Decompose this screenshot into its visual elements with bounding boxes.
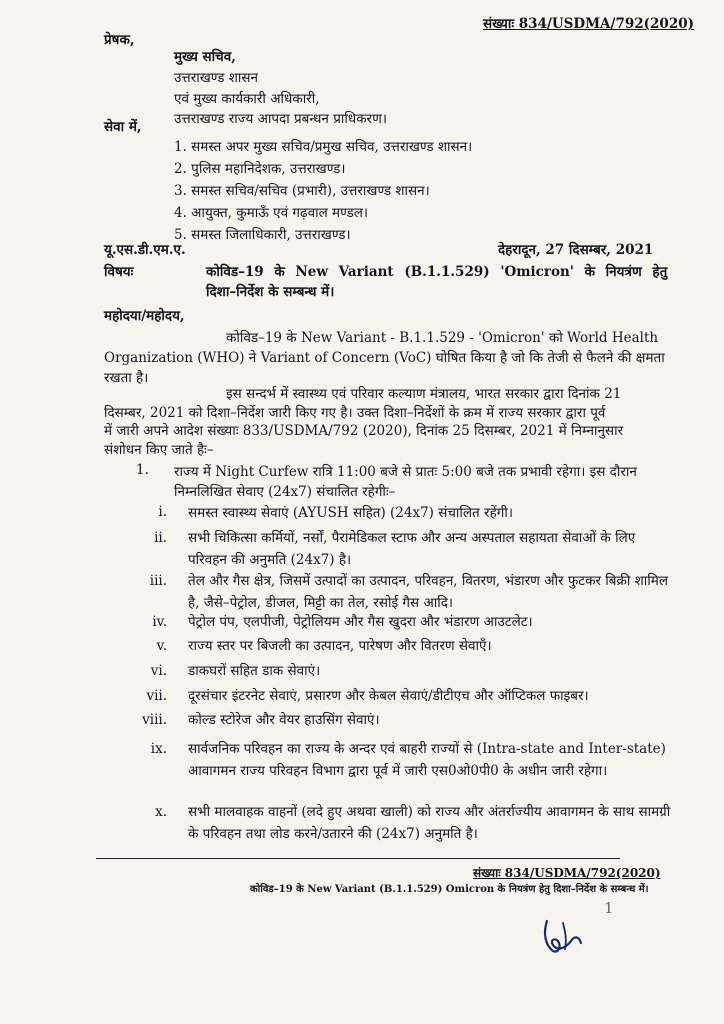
salutation: महोदया/महोदय, [104, 308, 185, 324]
para1-line1: कोविड–19 के New Variant - B.1.1.529 - 'Omicron' को World Health [226, 330, 659, 346]
item-text-i: समस्त स्वास्थ्य सेवाएं (AYUSH सहित) (24x7) संचालित रहेंगी। [188, 505, 513, 521]
sender-line-1: मुख्य सचिव, [174, 49, 236, 65]
subject-label: विषयः [104, 264, 134, 280]
item-text-iii: तेल और गैस क्षेत्र, जिसमें उत्पादों का उत्पादन, परिवहन, वितरण, भंडारण और फुटकर बिक्री शामिल है, जैसे–पेट्रोल, डीजल, मिट्टी का तेल, रसोई गैस आदि। [188, 573, 669, 611]
item-text-vi: डाकघरों सहित डाक सेवाएं। [188, 663, 321, 679]
item-num-ii: ii. [154, 530, 167, 546]
item-num-iii: iii. [149, 573, 167, 589]
item-num-ix: ix. [150, 741, 167, 757]
item-text-viii: कोल्ड स्टोरेज और वेयर हाउसिंग सेवाएं। [188, 712, 380, 728]
para2-line3: में जारी अपने आदेश संख्याः 833/USDMA/792 (2020), दिनांक 25 दिसम्बर, 2021 में निम्नानुसार [104, 423, 624, 439]
para1-line3: रखता है। [104, 370, 149, 386]
item-num-viii: viii. [142, 712, 167, 728]
item-text-vii: दूरसंचार इंटरनेट सेवाएं, प्रसारण और केबल सेवाएं/डीटीएच और ऑप्टिकल फाइबर। [188, 688, 589, 704]
item-text-ix: सार्वजनिक परिवहन का राज्य के अन्दर एवं बाहरी राज्यों से (Intra-state and Inter-state) आवागमन राज्य परिवहन विभाग द्वारा पूर्व में जारी एस0ओ0पी0 के अधीन जारी रहेगा। [188, 741, 666, 779]
item-num-iv: iv. [152, 614, 167, 630]
sender-line-4: उत्तराखण्ड राज्य आपदा प्रबन्धन प्राधिकरण। [174, 111, 387, 127]
item-text-x: सभी मालवाहक वाहनों (लदे हुए अथवा खाली) को राज्य और अंतर्राज्यीय आवागमन के साथ सामग्री के परिवहन तथा लोड करने/उतारने की (24x7) अनुमति है। [188, 804, 671, 842]
sender-line-2: उत्तराखण्ड शासन [174, 70, 259, 86]
recipient-4: 4. आयुक्त, कुमाऊँ एवं गढ़वाल मण्डल। [174, 205, 369, 221]
para2-line2: दिसम्बर, 2021 को दिशा–निर्देश जारी किए गए है। उक्त दिशा–निर्देशों के क्रम में राज्य सरकार द्वारा पूर्व [104, 405, 606, 421]
para1-line2: Organization (WHO) ने Variant of Concern (VoC) घोषित किया है जो कि तेजी से फैलने की क्षमता [104, 350, 665, 366]
item-text-ii: सभी चिकित्सा कर्मियों, नर्सों, पैरामेडिकल स्टाफ और अन्य अस्पताल सहायता सेवाओं के लिए परिवहन की अनुमति (24x7) है। [188, 530, 636, 568]
office-code: यू.एस.डी.एम.ए. [104, 242, 186, 258]
recipient-1: 1. समस्त अपर मुख्य सचिव/प्रमुख सचिव, उत्तराखण्ड शासन। [174, 139, 473, 155]
recipient-2: 2. पुलिस महानिदेशक, उत्तराखण्ड। [174, 161, 346, 177]
footer-reference-number: संख्याः 834/USDMA/792(2020) [473, 866, 661, 880]
subject-line-2: दिशा–निर्देश के सम्बन्ध में। [206, 284, 335, 300]
point1-line1: राज्य में Night Curfew रात्रि 11:00 बजे से प्रातः 5:00 बजे तक प्रभावी रहेगा। इस दौरान [174, 464, 637, 480]
recipient-3: 3. समस्त सचिव/सचिव (प्रभारी), उत्तराखण्ड शासन। [174, 183, 430, 199]
subject-line-1: कोविड–19 के New Variant (B.1.1.529) 'Omicron' के नियत्रंण हेतु [206, 264, 668, 280]
item-num-i: i. [158, 504, 167, 520]
item-num-vii: vii. [146, 688, 167, 704]
item-num-x: x. [155, 804, 167, 820]
sender-line-3: एवं मुख्य कार्यकारी अधिकारी, [174, 91, 320, 107]
item-text-v: राज्य स्तर पर बिजली का उत्पादन, पारेषण और वितरण सेवाएँ। [188, 638, 492, 654]
place-date: देहरादून, 27 दिसम्बर, 2021 [498, 242, 654, 258]
page-number: 1 [604, 899, 614, 917]
reference-number: संख्याः 834/USDMA/792(2020) [483, 16, 694, 32]
point1-line2: निम्नलिखित सेवाए (24x7) संचालित रहेगीः– [174, 484, 396, 500]
recipients-label: सेवा में, [104, 119, 142, 135]
item-num-vi: vi. [150, 663, 167, 679]
para2-line1: इस सन्दर्भ में स्वास्थ्य एवं परिवार कल्याण मंत्रालय, भारत सरकार द्वारा दिनांक 21 [226, 386, 622, 402]
recipient-5: 5. समस्त जिलाधिकारी, उत्तराखण्ड। [174, 227, 351, 243]
footer-subject-line: कोविड–19 के New Variant (B.1.1.529) Omicron के नियत्रंण हेतु दिशा–निर्देश के सम्बन्ध में। [250, 884, 649, 895]
point1-number: 1. [136, 462, 149, 478]
para2-line4: संशोधन किए जाते हैः– [104, 442, 214, 458]
signature [535, 915, 589, 959]
sender-label: प्रेषक, [104, 32, 135, 48]
item-num-v: v. [156, 638, 167, 654]
item-text-iv: पेट्रोल पंप, एलपीजी, पेट्रोलियम और गैस खुदरा और भंडारण आउटलेट। [188, 614, 533, 630]
footer-divider [96, 858, 620, 859]
